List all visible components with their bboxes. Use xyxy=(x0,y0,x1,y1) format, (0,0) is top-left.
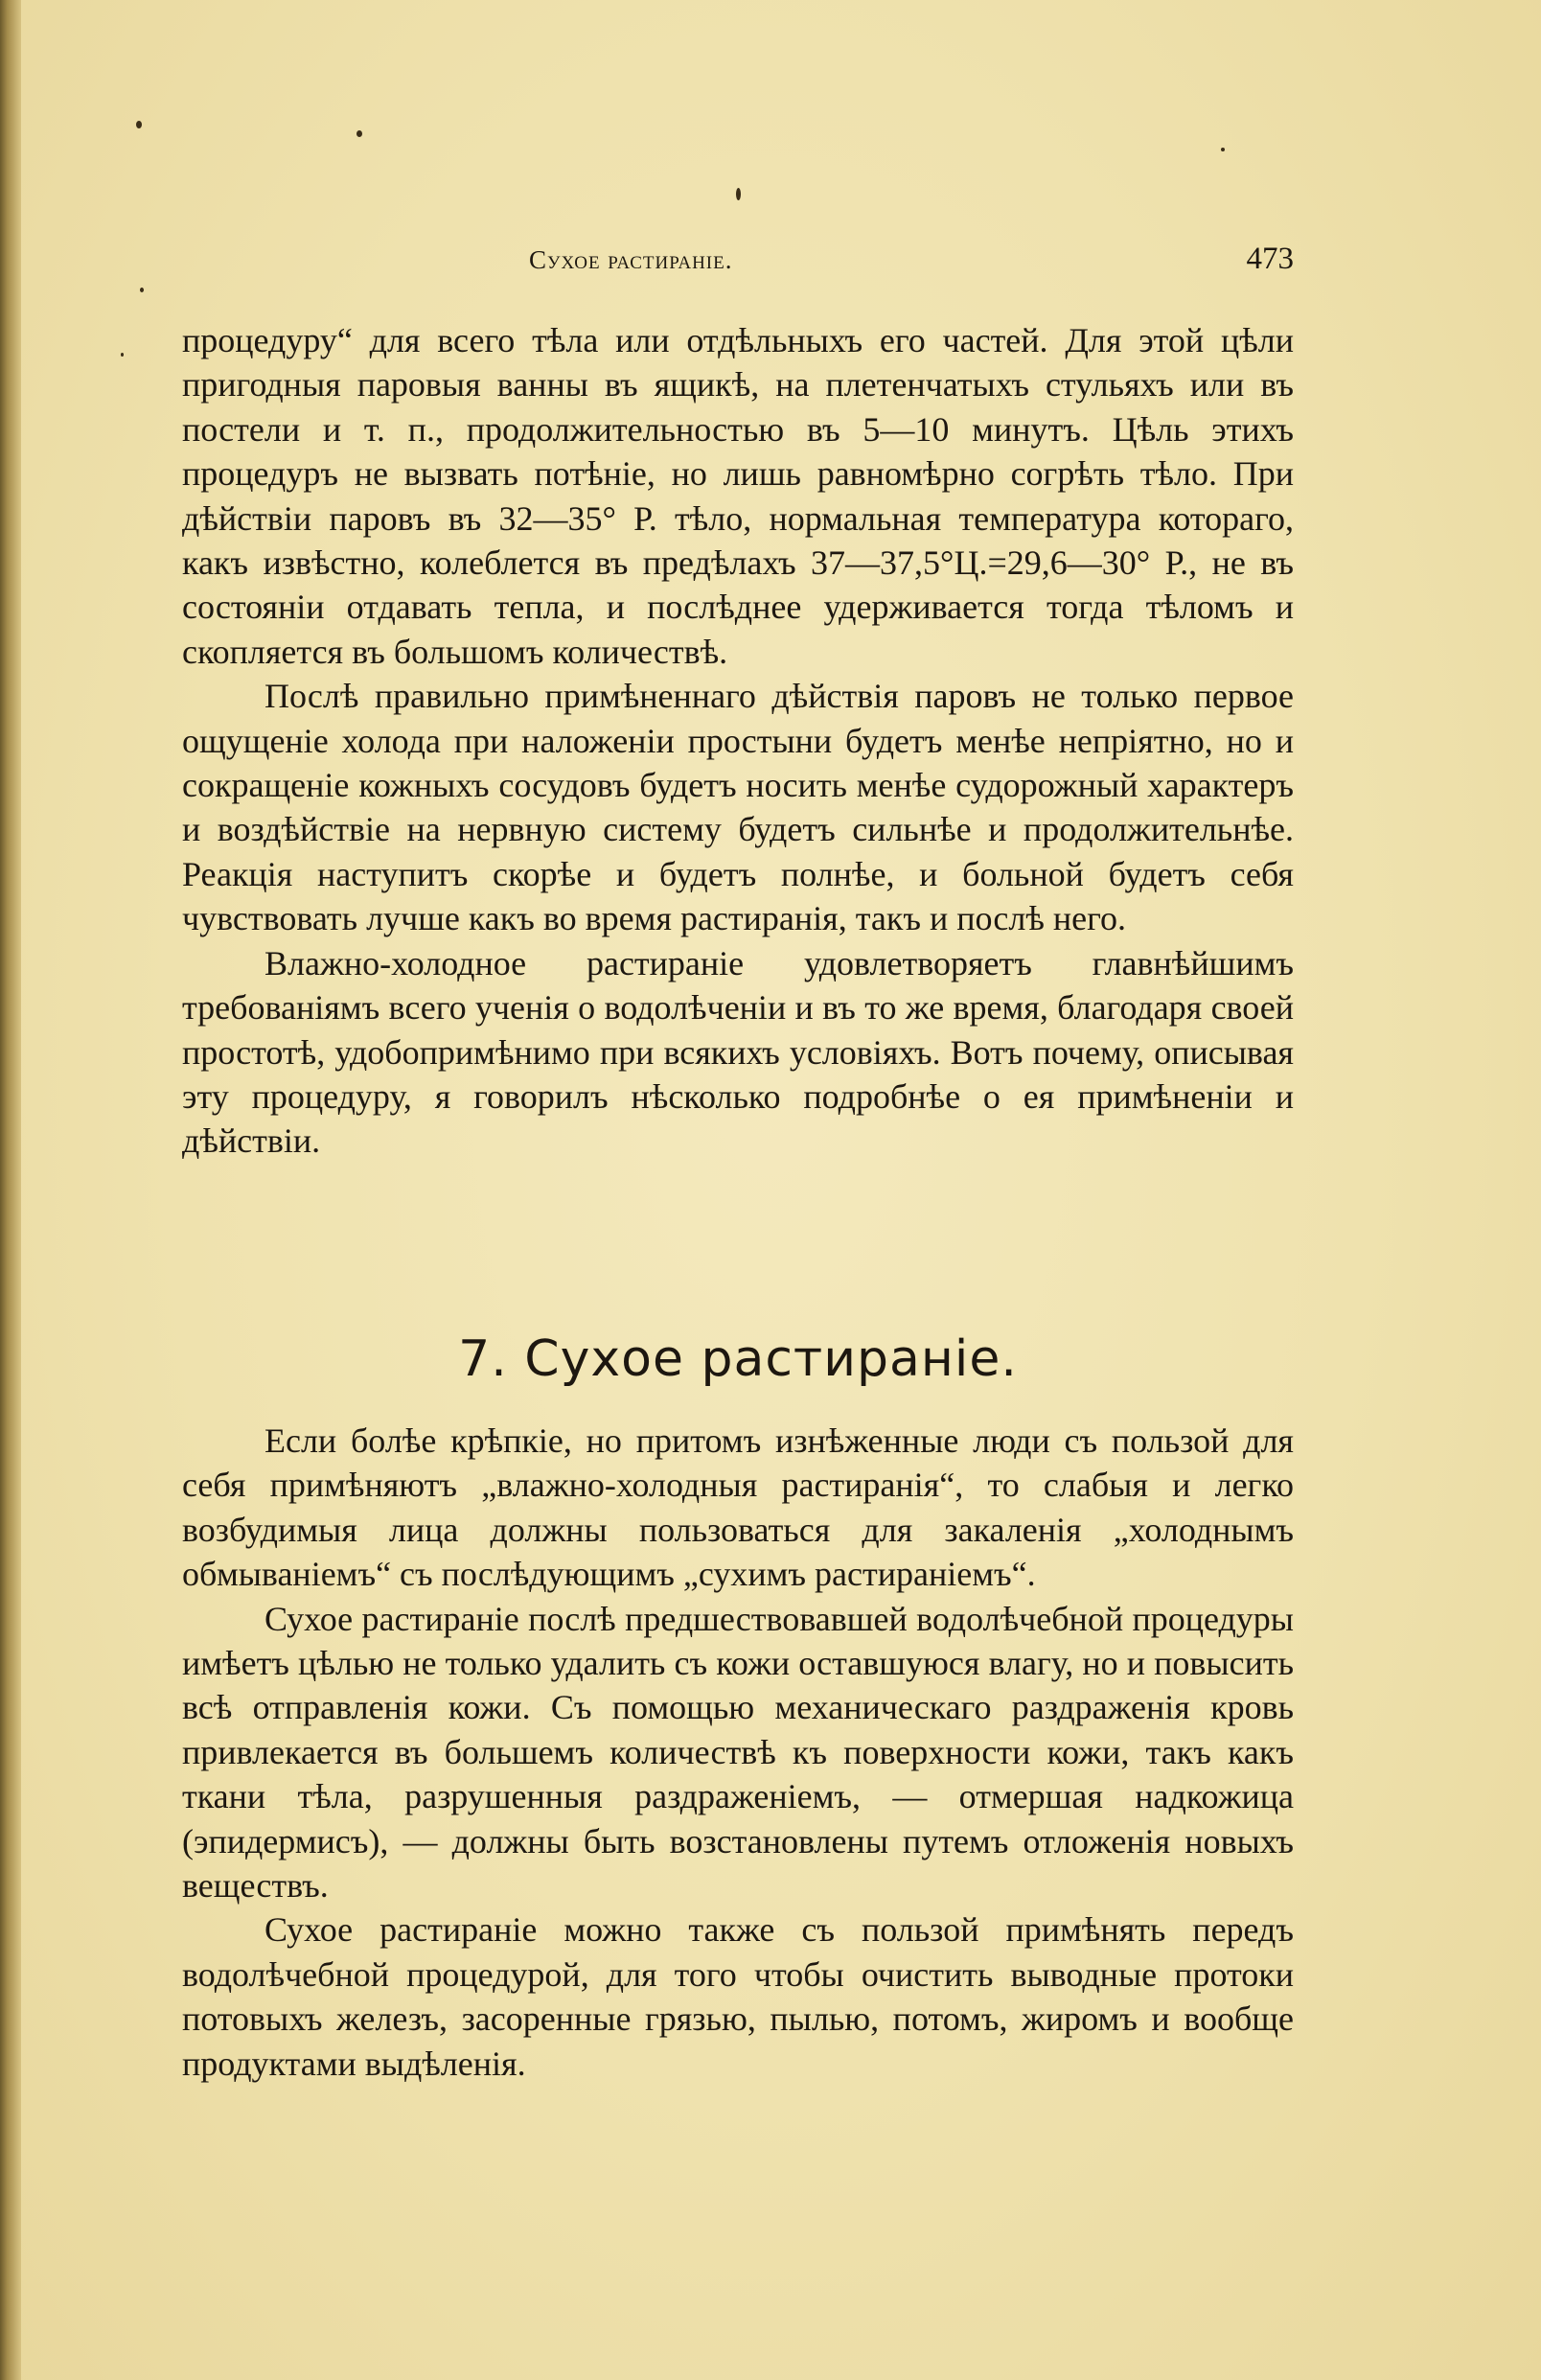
page-header xyxy=(182,242,1294,284)
ink-speck xyxy=(736,188,741,200)
ink-speck xyxy=(140,288,144,292)
ink-speck xyxy=(136,121,142,128)
paragraph: Послѣ правильно примѣненнаго дѣйствія паровъ не только первое ощущеніе холода при наложеніи простыни будетъ менѣе непріятно, но и сокращеніе кожныхъ сосудовъ будетъ носить менѣе судорожный характеръ и воздѣйствіе на нервную систему будетъ сильнѣе и продолжительнѣе. Реакція наступитъ скорѣе и будетъ полнѣе, и больной будетъ себя чувствовать лучше какъ во время растиранія, такъ и послѣ него. xyxy=(182,677,1294,938)
paragraph: Сухое растираніе можно также съ пользой примѣнять передъ водолѣчебной процедурой, для того чтобы очистить выводные протоки потовыхъ железъ, засоренные грязью, пылью, потомъ, жиромъ и вообще продуктами выдѣленія. xyxy=(182,1910,1294,2083)
paragraph: процедуру“ для всего тѣла или отдѣльныхъ его частей. Для этой цѣли пригодныя паровыя ванны въ ящикѣ, на плетенчатыхъ стульяхъ или въ постели и т. п., продолжительностью въ 5—10 минутъ. Цѣль этихъ процедуръ не вызвать потѣніе, но лишь равномѣрно согрѣть тѣло. При дѣйствіи паровъ въ 32—35° Р. тѣло, нормальная температура котораго, какъ извѣстно, колеблется въ предѣлахъ 37—37,5°Ц.=29,6—30° Р., не въ состояніи отдавать тепла, и послѣднее удерживается тогда тѣломъ и скопляется въ большомъ количествѣ. xyxy=(182,321,1294,671)
paragraph: Влажно-холодное растираніе удовлетворяетъ главнѣйшимъ требованіямъ всего ученія о водолѣченіи и въ то же время, благодаря своей простотѣ, удобопримѣнимо при всякихъ условіяхъ. Вотъ почему, описывая эту процедуру, я говорилъ нѣсколько подробнѣе о ея примѣненіи и дѣйствіи. xyxy=(182,943,1294,1161)
running-title: Сухое растираніе. xyxy=(529,245,733,274)
body-text-after-heading xyxy=(182,1419,1294,2086)
body-text-before-heading xyxy=(182,318,1294,1164)
paragraph: Если болѣе крѣпкіе, но притомъ изнѣженные люди съ пользой для себя примѣняютъ „влажно-холодныя растиранія“, то слабыя и легко возбудимыя лица должны пользоваться для закаленія „холоднымъ обмываніемъ“ съ послѣдующимъ „сухимъ растираніемъ“. xyxy=(182,1421,1294,1594)
page-binding-edge xyxy=(0,0,21,2380)
ink-speck xyxy=(1221,148,1225,151)
section-heading: 7. Сухое растираніе. xyxy=(458,1330,1018,1388)
page-number: 473 xyxy=(1246,242,1294,276)
ink-speck xyxy=(356,130,362,137)
paragraph: Сухое растираніе послѣ предшествовавшей водолѣчебной процедуры имѣетъ цѣлью не только удалить съ кожи оставшуюся влагу, но и повысить всѣ отправленія кожи. Съ помощью механическаго раздраженія кровь привлекается въ большемъ количествѣ къ поверхности кожи, такъ какъ ткани тѣла, разрушенныя раздраженіемъ, — отмершая надкожица (эпидермисъ), — должны быть возстановлены путемъ отложенія новыхъ веществъ. xyxy=(182,1599,1294,1906)
ink-speck xyxy=(121,353,124,357)
